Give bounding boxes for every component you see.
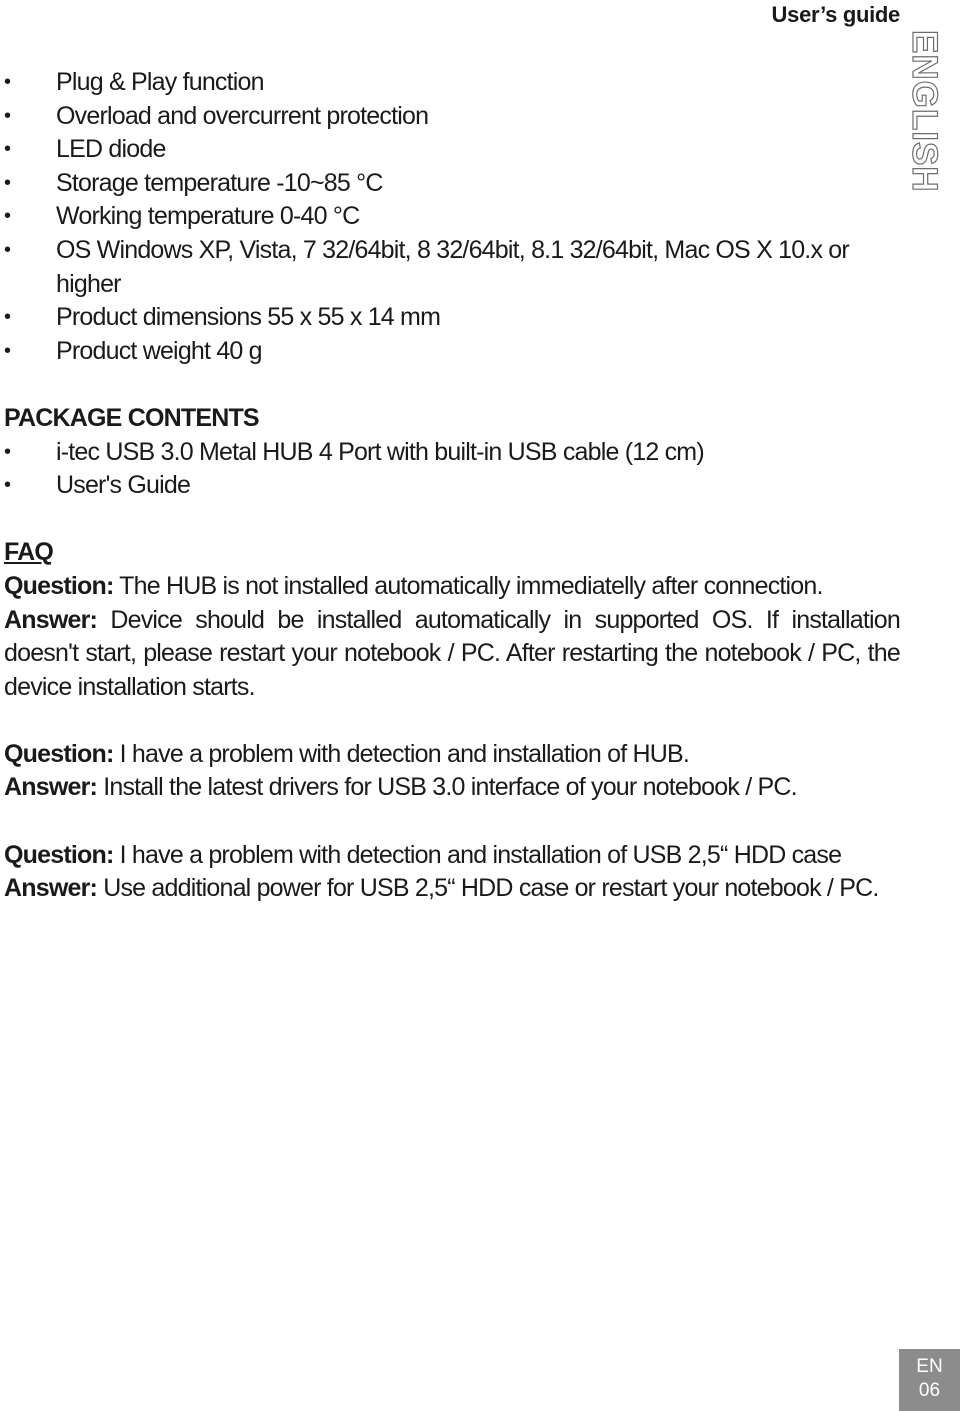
package-list (4, 436, 900, 503)
faq-question (4, 738, 900, 772)
footer-lang: EN (916, 1356, 943, 1377)
answer-text: Install the latest drivers for USB 3.0 interface of your notebook / PC. (97, 773, 797, 802)
answer-label: Answer: (4, 874, 98, 903)
answer-label: Answer: (4, 773, 98, 802)
list-item: • Working temperature 0-40 °C (4, 200, 900, 234)
package-contents-heading: PACKAGE CONTENTS (4, 403, 259, 432)
list-item: • LED diode (4, 133, 900, 167)
page-content (4, 66, 900, 906)
question-text: I have a problem with detection and installation of USB 2,5“ HDD case (113, 840, 842, 869)
faq-answer (4, 872, 900, 906)
list-item: • Overload and overcurrent protection (4, 100, 900, 134)
answer-text: Use additional power for USB 2,5“ HDD case or restart your notebook / PC. (97, 874, 879, 903)
faq-question (4, 570, 900, 604)
list-item: • OS Windows XP, Vista, 7 32/64bit, 8 32/64bit, 8.1 32/64bit, Mac OS X 10.x or higher (4, 234, 900, 301)
question-label: Question: (4, 739, 114, 768)
question-label: Question: (4, 840, 114, 869)
page-number: 06 (918, 1380, 941, 1401)
list-item: • Product dimensions 55 x 55 x 14 mm (4, 301, 900, 335)
faq-answer (4, 604, 900, 705)
faq-question (4, 839, 900, 873)
list-item: • i-tec USB 3.0 Metal HUB 4 Port with built-in USB cable (12 cm) (4, 436, 900, 470)
page-number-box (899, 1349, 960, 1411)
question-text: I have a problem with detection and installation of HUB. (113, 739, 690, 768)
faq-answer (4, 771, 900, 805)
list-item: • Product weight 40 g (4, 335, 900, 369)
faq-heading: FAQ (4, 538, 53, 567)
answer-label: Answer: (4, 605, 98, 634)
language-side-tab: ENGLISH (905, 30, 944, 193)
header-title: User’s guide (771, 2, 900, 27)
faq-entry (4, 839, 900, 906)
faq-entry (4, 570, 900, 704)
list-item: • Plug & Play function (4, 66, 900, 100)
faq-entry (4, 738, 900, 805)
list-item: • Storage temperature -10~85 °C (4, 167, 900, 201)
question-text: The HUB is not installed automatically immediatelly after connection. (113, 571, 823, 600)
list-item: • User's Guide (4, 469, 900, 503)
question-label: Question: (4, 571, 114, 600)
feature-list (4, 66, 900, 368)
answer-text: Device should be installed automatically in supported OS. If installation doesn't start, please restart your notebook / PC. After restarting the notebook / PC, the device installation starts. (4, 605, 900, 701)
